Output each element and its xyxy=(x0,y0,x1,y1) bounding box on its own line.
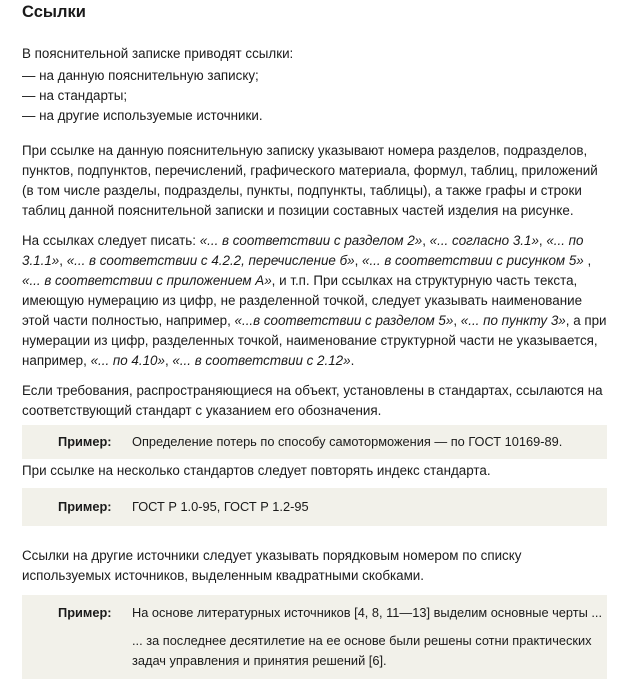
example-text: Определение потерь по способу самоторможения — по ГОСТ 10169-89. xyxy=(132,434,563,449)
example-box xyxy=(22,425,607,459)
example-text: На основе литературных источников [4, 8, 11—13] выделим основные черты ... xyxy=(132,605,603,620)
intro-paragraph: В пояснительной записке приводят ссылки: xyxy=(22,46,294,61)
page-title: Ссылки xyxy=(22,3,86,21)
paragraph-multiple-standards: При ссылке на несколько стандартов следует повторять индекс стандарта. xyxy=(22,463,491,478)
paragraph-other-sources: Ссылки на другие источники следует указывать порядковым номером по списку используемых источников, выделенным квадратными скобками. xyxy=(22,548,522,583)
example-label: Пример: xyxy=(58,434,112,449)
list-item: — на данную пояснительную записку; xyxy=(22,68,259,83)
example-box xyxy=(22,488,607,526)
example-label: Пример: xyxy=(58,605,112,620)
example-text: ... за последнее десятилетие на ее основе были решены сотни практических задач управления и принятия решений [6]. xyxy=(132,633,592,668)
example-text: ГОСТ Р 1.0-95, ГОСТ Р 1.2-95 xyxy=(132,499,309,514)
list-item: — на другие используемые источники. xyxy=(22,108,263,123)
list-item: — на стандарты; xyxy=(22,88,128,103)
example-label: Пример: xyxy=(58,499,112,514)
example-box xyxy=(22,595,607,679)
example-text-block xyxy=(132,603,607,671)
reference-types-list xyxy=(22,66,609,126)
paragraph-reference-examples: На ссылках следует писать: «... в соответствии с разделом 2», «... согласно 3.1», «... по 3.1.1», «... в соответствии с 4.2.2, перечисление б», «... в соответствии с рисунком 5» , «... в соответствии с приложением А», и т.п. При ссылках на структурную часть текста, имеющую нумерацию из цифр, не разделенной точкой, следует указывать наименование этой части полностью, например, «...в соответствии с разделом 5», «... по пункту 3», а при нумерации из цифр, разделенных точкой, наименование структурной части не указывается, например, «... по 4.10», «... в соответствии с 2.12». xyxy=(22,233,607,368)
paragraph-standards: Если требования, распространяющиеся на объект, установлены в стандартах, ссылаются на соответствующий стандарт с указанием его обозначения. xyxy=(22,383,603,418)
paragraph-internal-references: При ссылке на данную пояснительную записку указывают номера разделов, подразделов, пунктов, подпунктов, перечислений, графического материала, формул, таблиц, приложений (в том числе разделы, подразделы, пункты, подпункты, таблицы), а также графы и строки таблиц данной пояснительной записки и позиции составных частей изделия на рисунке. xyxy=(22,143,598,218)
